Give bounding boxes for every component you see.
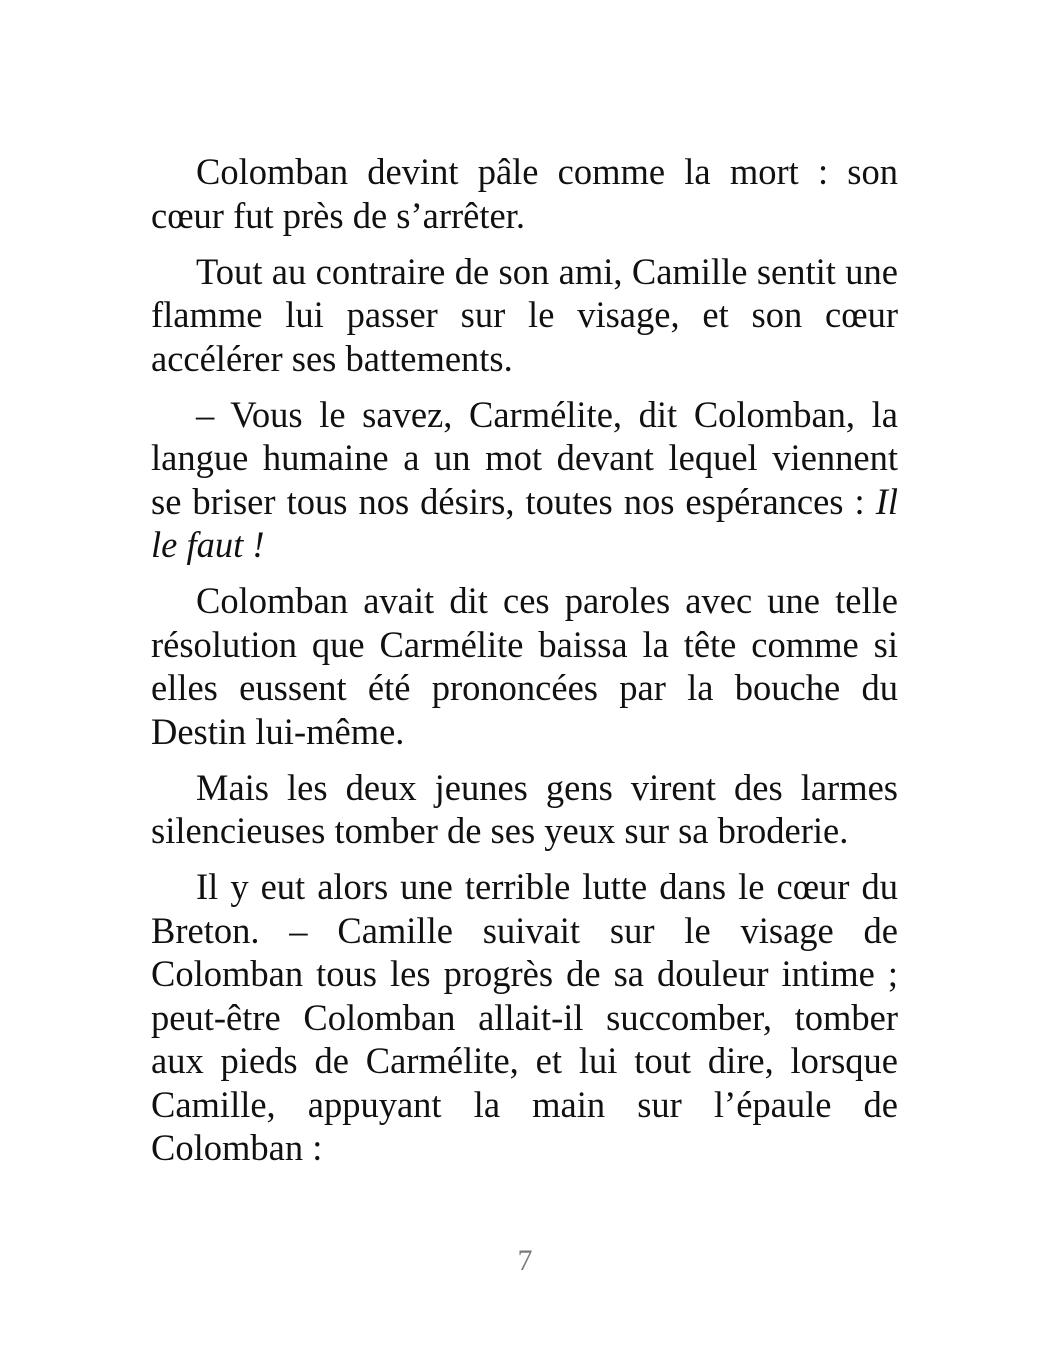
paragraph-3-text: – Vous le savez, Carmélite, dit Colomban, la langue humaine a un mot devant lequel viennent se briser tous nos désirs, toutes nos espérances : (151, 393, 898, 522)
italic-phrase: Il le faut ! (151, 480, 898, 565)
paragraph-4: Colomban avait dit ces paroles avec une telle résolution que Carmélite baissa la tête comme si elles eussent été prononcées par la bouche du Destin lui-même. (151, 580, 898, 752)
paragraph-1: Colomban devint pâle comme la mort : son cœur fut près de s’arrêter. (151, 151, 898, 236)
body-text (151, 150, 898, 1182)
paragraph-5: Mais les deux jeunes gens virent des larmes silencieuses tomber de ses yeux sur sa broderie. (151, 766, 898, 851)
paragraph-2: Tout au contraire de son ami, Camille sentit une flamme lui passer sur le visage, et son cœur accélérer ses battements. (151, 250, 898, 379)
paragraph-3 (151, 393, 898, 567)
paragraph-6: Il y eut alors une terrible lutte dans le cœur du Breton. – Camille suivait sur le visage de Colomban tous les progrès de sa douleur intime ; peut-être Colomban allait-il succomber, tomber aux pieds de Carmélite, et lui tout dire, lorsque Camille, appuyant la main sur l’épaule de Colomban : (151, 866, 898, 1168)
page-number: 7 (517, 1244, 533, 1277)
